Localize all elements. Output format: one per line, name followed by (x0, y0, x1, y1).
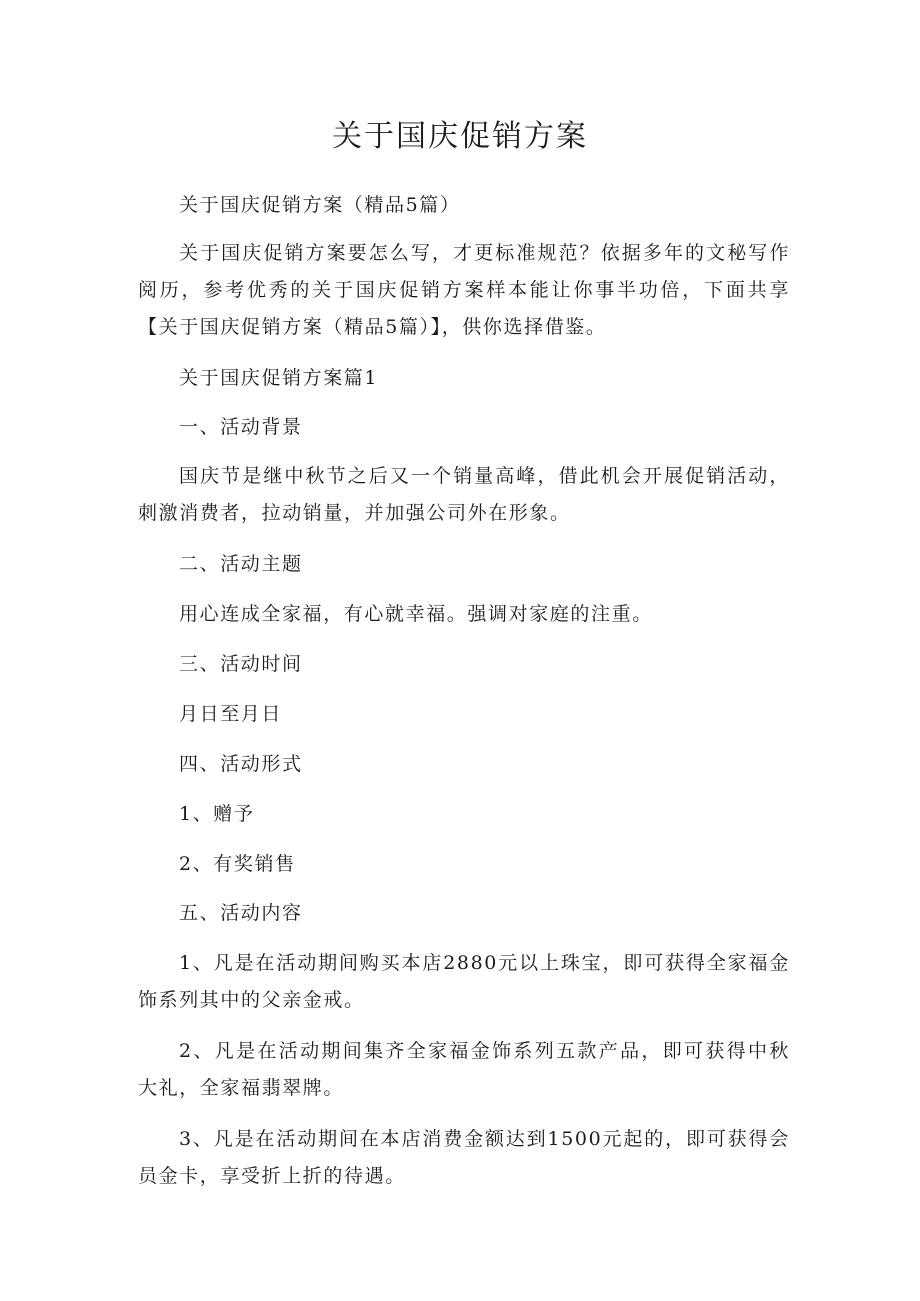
theme-paragraph: 用心连成全家福，有心就幸福。强调对家庭的注重。 (179, 603, 653, 625)
content-item-2: 2、凡是在活动期间集齐全家福金饰系列五款产品，即可获得中秋大礼，全家福翡翠牌。 (138, 1040, 790, 1099)
heading-time: 三、活动时间 (179, 653, 303, 675)
content-item-3: 3、凡是在活动期间在本店消费金额达到1500元起的，即可获得会员金卡，享受折上折的待遇。 (138, 1128, 790, 1187)
heading-content: 五、活动内容 (179, 902, 303, 924)
time-paragraph: 月日至月日 (179, 703, 283, 725)
format-item-1: 1、赠予 (179, 803, 255, 825)
intro-paragraph: 关于国庆促销方案要怎么写，才更标准规范？依据多年的文秘写作阅历，参考优秀的关于国庆促销方案样本能让你事半功倍，下面共享【关于国庆促销方案（精品5篇）】，供你选择借鉴。 (138, 242, 790, 338)
content-item-1: 1、凡是在活动期间购买本店2880元以上珠宝，即可获得全家福金饰系列其中的父亲金戒。 (138, 952, 790, 1011)
section-heading-article-1: 关于国庆促销方案篇1 (179, 367, 379, 389)
heading-format: 四、活动形式 (179, 753, 303, 775)
background-paragraph: 国庆节是继中秋节之后又一个销量高峰，借此机会开展促销活动，刺激消费者，拉动销量，并加强公司外在形象。 (138, 465, 790, 524)
document-title: 关于国庆促销方案 (332, 119, 588, 154)
heading-background: 一、活动背景 (179, 416, 303, 438)
format-item-2: 2、有奖销售 (179, 853, 296, 875)
subtitle-paragraph: 关于国庆促销方案（精品5篇） (179, 194, 461, 216)
heading-theme: 二、活动主题 (179, 553, 303, 575)
